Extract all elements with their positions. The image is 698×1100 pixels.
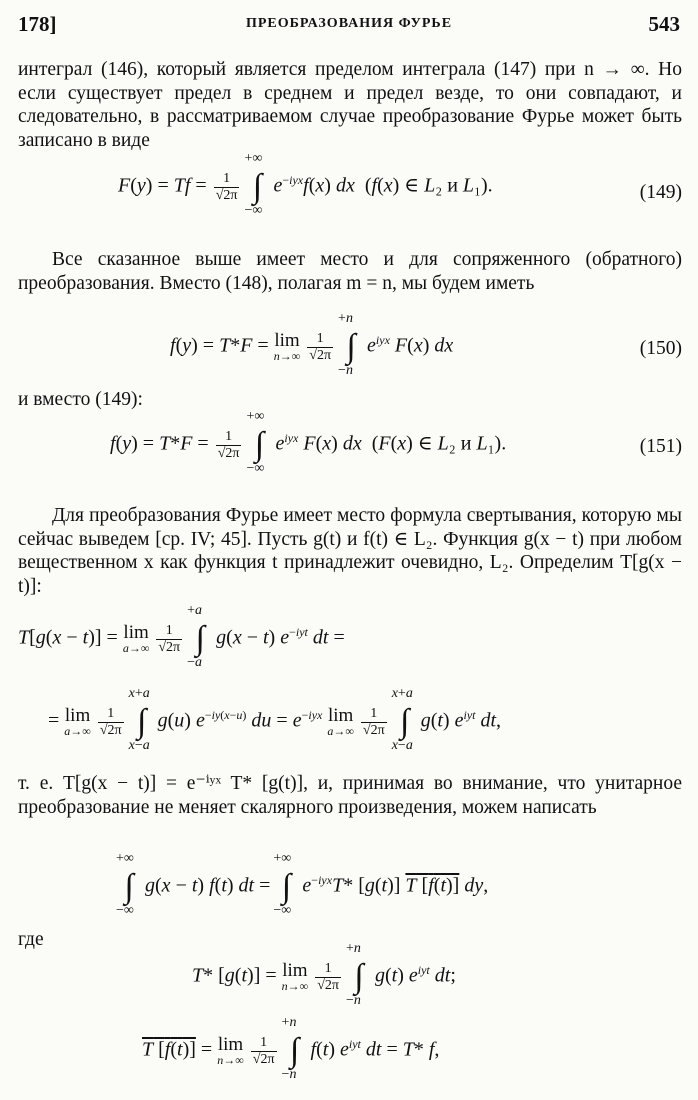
- chapter-number: 178]: [18, 12, 57, 36]
- equation-number-151: (151): [639, 436, 682, 457]
- equation-150: f(y) = T*F = lim n→∞ $\frac{1}{√2\pi}$ +n ∫ −n $e^{iyx}$ F(x) dx: [170, 311, 454, 378]
- equation-149: F(y) = Tf = $\frac{1}{√2\pi}$ +∞ ∫ −∞ $e^{-iyx}f(x)$ dx (f(x) ∈ L₂ и L₁).: [118, 151, 493, 218]
- paragraph-2: Все сказанное выше имеет место и для сопряженного (обратного) преобразования. Вместо (148), полагая m = n, мы будем иметь: [18, 249, 682, 294]
- page-number: 543: [648, 12, 680, 36]
- equation-scalar-product: +∞ ∫ −∞ g(x − t) f(t) dt = +∞ ∫ −∞ $e^{-iyx}T*$ [g(t)] T [f(t)] dy,: [116, 851, 489, 918]
- equation-conjugate-definition: T [f(t)] = lim n→∞ $\frac{1}{√2\pi}$ +n ∫ −n f(t) $e^{iyt}$ dt = T* f,: [142, 1015, 440, 1082]
- equation-number-150: (150): [639, 338, 682, 359]
- equation-number-149: (149): [639, 182, 682, 203]
- equation-tstar-definition: T* [g(t)] = lim n→∞ $\frac{1}{√2\pi}$ +n ∫ −n g(t) $e^{iyt}$ dt;: [192, 941, 456, 1008]
- paragraph-6: где: [18, 929, 44, 950]
- equation-convolution-2: = lim a→∞ $\frac{1}{√2\pi}$ x+a ∫ x−a g(u) $e^{-iy(x-u)}$ du = $e^{-iyx}$ lim a→∞ $\frac{1}{√2\pi}$ x+a ∫ x−a g(t) $e^{iyt}$ dt,: [48, 686, 502, 753]
- paragraph-1: интеграл (146), который является пределом интеграла (147) при n → ∞. Но если существует предел в среднем и предел везде, то они совпадают, и следовательно, в рассматриваемом случае преобразование Фурье может быть записано в виде: [18, 59, 682, 151]
- equation-convolution-1: T[g(x − t)] = lim a→∞ $\frac{1}{√2\pi}$ +a ∫ −a g(x − t) $e^{-iyt}$ dt =: [18, 603, 345, 670]
- paragraph-4: Для преобразования Фурье имеет место формула свертывания, которую мы сейчас выведем [ср. IV; 45]. Пусть g(t) и f(t) ∈ L₂. Функция g(x − t) при любом вещественном x как функция t принадлежит очевидно, L₂. Определим T[g(x − t)]:: [18, 505, 682, 597]
- paragraph-5: т. е. T[g(x − t)] = e⁻ⁱʸˣ T* [g(t)], и, принимая во внимание, что унитарное преобразование не меняет скалярного произведения, можем написать: [18, 773, 682, 818]
- running-title: ПРЕОБРАЗОВАНИЯ ФУРЬЕ: [245, 16, 453, 31]
- paragraph-3: и вместо (149):: [18, 389, 143, 410]
- equation-151: f(y) = T*F = $\frac{1}{√2\pi}$ +∞ ∫ −∞ $e^{iyx}$ F(x) dx (F(x) ∈ L₂ и L₁).: [110, 409, 507, 476]
